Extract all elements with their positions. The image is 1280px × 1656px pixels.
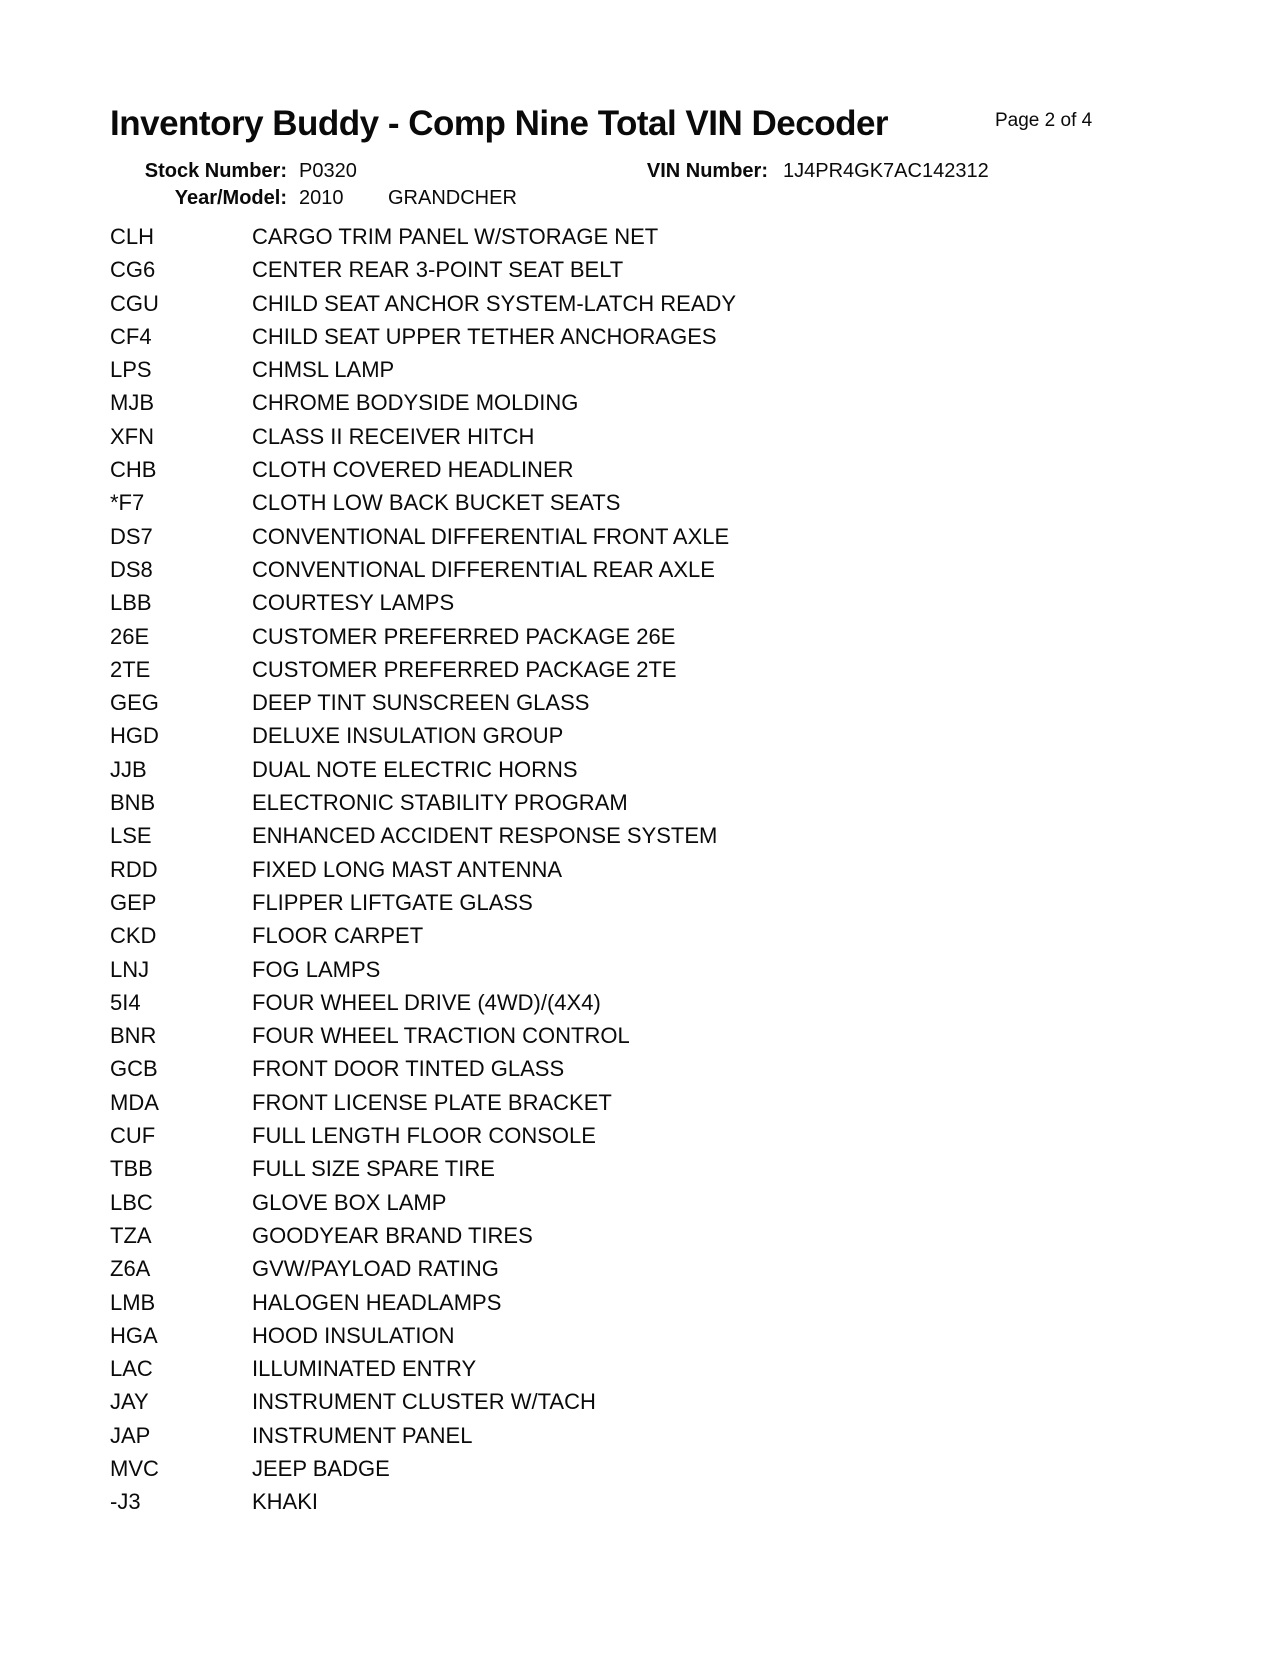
option-row (110, 353, 1210, 386)
option-description: ELECTRONIC STABILITY PROGRAM (252, 790, 628, 816)
option-row (110, 1319, 1210, 1352)
option-row (110, 919, 1210, 952)
option-row (110, 786, 1210, 819)
option-code: Z6A (110, 1256, 151, 1282)
option-row (110, 553, 1210, 586)
option-row (110, 1152, 1210, 1185)
option-row (110, 320, 1210, 353)
option-description: FOUR WHEEL TRACTION CONTROL (252, 1023, 630, 1049)
option-description: CENTER REAR 3-POINT SEAT BELT (252, 257, 624, 283)
option-row (110, 1186, 1210, 1219)
option-code: 26E (110, 623, 150, 649)
option-code: CUF (110, 1123, 156, 1149)
option-row (110, 719, 1210, 752)
option-row (110, 420, 1210, 453)
option-description: FRONT DOOR TINTED GLASS (252, 1056, 565, 1082)
option-row (110, 620, 1210, 653)
option-code: LNJ (110, 956, 150, 982)
option-code: 2TE (110, 656, 151, 682)
option-code: CKD (110, 923, 157, 949)
option-description: DELUXE INSULATION GROUP (252, 723, 564, 749)
option-description: CLOTH LOW BACK BUCKET SEATS (252, 490, 621, 516)
option-code: LBC (110, 1189, 153, 1215)
option-code: BNR (110, 1023, 157, 1049)
option-description: INSTRUMENT PANEL (252, 1422, 473, 1448)
option-code: DS7 (110, 523, 153, 549)
option-code: GEG (110, 690, 159, 716)
page-title: Inventory Buddy - Comp Nine Total VIN Decoder (110, 104, 889, 143)
vin-number-label: VIN Number: (646, 160, 768, 182)
option-row (110, 486, 1210, 519)
option-row (110, 386, 1210, 419)
option-description: KHAKI (252, 1489, 319, 1515)
option-row (110, 653, 1210, 686)
option-code: GEP (110, 889, 157, 915)
option-code: HGD (110, 723, 159, 749)
option-code: MVC (110, 1455, 159, 1481)
option-row (110, 253, 1210, 286)
option-row (110, 1419, 1210, 1452)
option-description: JEEP BADGE (252, 1455, 390, 1481)
option-row (110, 1385, 1210, 1418)
option-code: LAC (110, 1356, 153, 1382)
option-row (110, 520, 1210, 553)
option-description: DUAL NOTE ELECTRIC HORNS (252, 756, 578, 782)
option-code: JAP (110, 1422, 151, 1448)
option-row (110, 686, 1210, 719)
option-row (110, 886, 1210, 919)
option-description: FOG LAMPS (252, 956, 381, 982)
option-description: HOOD INSULATION (252, 1322, 455, 1348)
option-description: CUSTOMER PREFERRED PACKAGE 2TE (252, 656, 677, 682)
stock-number-label: Stock Number: (144, 160, 287, 182)
year-model-label: Year/Model: (174, 187, 287, 209)
option-description: HALOGEN HEADLAMPS (252, 1289, 502, 1315)
option-description: CHILD SEAT ANCHOR SYSTEM-LATCH READY (252, 290, 737, 316)
option-description: CLASS II RECEIVER HITCH (252, 423, 535, 449)
model-value: GRANDCHER (388, 187, 517, 209)
year-value: 2010 (299, 187, 344, 209)
option-row (110, 586, 1210, 619)
option-description: DEEP TINT SUNSCREEN GLASS (252, 690, 590, 716)
option-description: COURTESY LAMPS (252, 590, 455, 616)
option-row (110, 819, 1210, 852)
option-code: HGA (110, 1322, 158, 1348)
option-code: LBB (110, 590, 152, 616)
option-row (110, 1019, 1210, 1052)
option-description: CHILD SEAT UPPER TETHER ANCHORAGES (252, 323, 717, 349)
option-code: JJB (110, 756, 147, 782)
option-code: XFN (110, 423, 154, 449)
option-row (110, 1352, 1210, 1385)
option-row (110, 1485, 1210, 1518)
stock-number-value: P0320 (299, 160, 357, 182)
option-code: TBB (110, 1156, 153, 1182)
option-description: FULL LENGTH FLOOR CONSOLE (252, 1123, 596, 1149)
option-code: LSE (110, 823, 152, 849)
option-code: CF4 (110, 323, 152, 349)
option-description: FOUR WHEEL DRIVE (4WD)/(4X4) (252, 989, 601, 1015)
option-code: LMB (110, 1289, 156, 1315)
option-code: CLH (110, 224, 155, 249)
option-row (110, 1252, 1210, 1285)
option-description: CLOTH COVERED HEADLINER (252, 457, 574, 483)
option-row (110, 1286, 1210, 1319)
option-description: CHROME BODYSIDE MOLDING (252, 390, 579, 416)
option-code: CGU (110, 290, 159, 316)
option-description: FLIPPER LIFTGATE GLASS (252, 889, 533, 915)
option-row (110, 853, 1210, 886)
option-row (110, 220, 1210, 253)
option-description: FULL SIZE SPARE TIRE (252, 1156, 495, 1182)
page-number: Page 2 of 4 (995, 110, 1093, 131)
option-description: CUSTOMER PREFERRED PACKAGE 26E (252, 623, 676, 649)
option-description: ENHANCED ACCIDENT RESPONSE SYSTEM (252, 823, 718, 849)
option-code: 5I4 (110, 989, 141, 1015)
option-code: CHB (110, 457, 157, 483)
option-description: CONVENTIONAL DIFFERENTIAL FRONT AXLE (252, 523, 730, 549)
option-code: TZA (110, 1222, 152, 1248)
option-row (110, 953, 1210, 986)
option-row (110, 1452, 1210, 1485)
option-row (110, 1119, 1210, 1152)
option-row (110, 287, 1210, 320)
option-code: GCB (110, 1056, 158, 1082)
option-row (110, 453, 1210, 486)
option-description: FLOOR CARPET (252, 923, 424, 949)
option-code: BNB (110, 790, 156, 816)
option-code: RDD (110, 856, 158, 882)
option-description: GVW/PAYLOAD RATING (252, 1256, 499, 1282)
option-row (110, 1219, 1210, 1252)
option-code: DS8 (110, 556, 153, 582)
option-row (110, 986, 1210, 1019)
option-description: GLOVE BOX LAMP (252, 1189, 447, 1215)
option-code: JAY (110, 1389, 149, 1415)
option-description: CONVENTIONAL DIFFERENTIAL REAR AXLE (252, 556, 715, 582)
option-description: CARGO TRIM PANEL W/STORAGE NET (252, 224, 659, 249)
option-row (110, 753, 1210, 786)
option-description: ILLUMINATED ENTRY (252, 1356, 477, 1382)
option-description: FIXED LONG MAST ANTENNA (252, 856, 563, 882)
option-description: FRONT LICENSE PLATE BRACKET (252, 1089, 612, 1115)
option-description: INSTRUMENT CLUSTER W/TACH (252, 1389, 596, 1415)
option-code: MJB (110, 390, 154, 416)
vin-number-value: 1J4PR4GK7AC142312 (783, 160, 989, 182)
option-code: MDA (110, 1089, 159, 1115)
option-description: CHMSL LAMP (252, 357, 395, 383)
options-list (110, 220, 1210, 1519)
option-description: GOODYEAR BRAND TIRES (252, 1222, 533, 1248)
option-row (110, 1052, 1210, 1085)
option-code: CG6 (110, 257, 156, 283)
option-code: -J3 (110, 1489, 141, 1515)
option-code: *F7 (110, 490, 145, 516)
option-row (110, 1086, 1210, 1119)
option-code: LPS (110, 357, 152, 383)
